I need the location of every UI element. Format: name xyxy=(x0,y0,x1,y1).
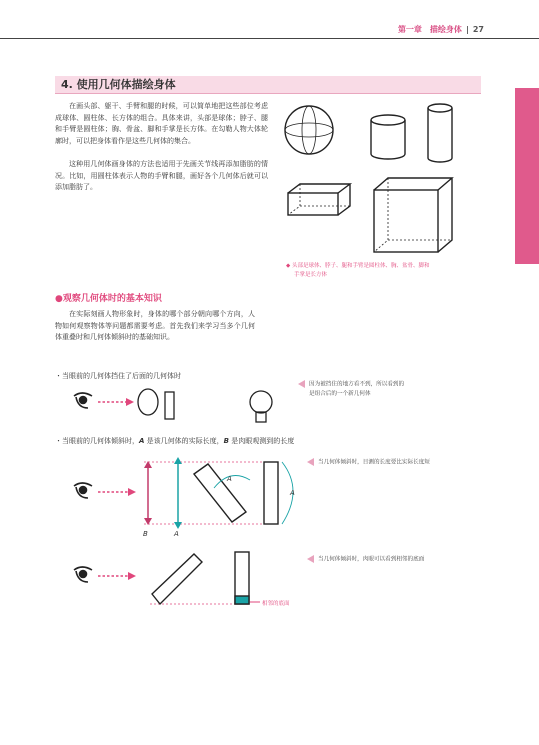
tilted-bar xyxy=(152,554,202,604)
short-cylinder-icon xyxy=(371,115,405,159)
tilt-note-1: 当几何体倾斜时，目测的长度要比实际长度短 xyxy=(307,458,507,468)
tilt-bullet: ・当眼前的几何体倾斜时，A 是该几何体的实际长度，B 是肉眼观测到的长度 xyxy=(55,437,295,445)
bar-side-view xyxy=(165,392,174,419)
geometry-shapes-figure xyxy=(278,96,474,260)
intro-paragraph-2: 这种用几何体画身体的方法也适用于先画关节线再添加脂肪的情况。比如，用圆柱体表示人物的手臂和腿，画好各个几何体后就可以添加脂肪了。 xyxy=(55,160,268,192)
label-b: B xyxy=(143,530,148,538)
triangle-marker-icon xyxy=(307,458,314,466)
eye-icon xyxy=(74,483,92,498)
label-a-axis: A xyxy=(174,530,179,538)
figure-caption: ◆ 头部是球体、脖子、腿和手臂是圆柱体、胸、盆骨、脚和 手掌是长方体 xyxy=(286,263,430,278)
eye-icon xyxy=(74,393,92,408)
tilted-bar xyxy=(194,464,246,522)
flat-box-icon xyxy=(288,184,350,215)
triangle-marker-icon xyxy=(298,380,305,388)
upright-bar xyxy=(264,462,278,524)
running-header: 第一章 描绘身体 | 27 xyxy=(397,25,484,34)
intro-paragraph-1: 在画头部、躯干、手臂和腿的时候，可以简单地把这些部位考虑成球体、圆柱体、长方体的组合。具体来讲，头部是球体；脖子、腿和手臂是圆柱体；胸、骨盆、脚和手掌是长方体。在勾勒人物大体轮廓时，可以把身体看作是这些几何体的集合。 xyxy=(55,102,268,145)
eye-icon xyxy=(74,567,92,582)
subsection-title: ●观察几何体时的基本知识 xyxy=(55,294,162,304)
chapter-label: 第一章 描绘身体 xyxy=(397,25,462,34)
bottom-face-label: 相邻的底面 xyxy=(262,601,290,607)
sphere-side-view xyxy=(138,389,158,415)
overlap-diagram xyxy=(68,382,298,430)
tilt-diagram-1 xyxy=(68,450,308,540)
overlap-note: 因为被挡住的地方看不到，所以看到的 是组合后的一个新几何体 xyxy=(298,380,498,399)
combined-shape xyxy=(250,391,272,422)
label-a-upright: A xyxy=(290,489,295,497)
tall-box-icon xyxy=(374,178,452,252)
tilt-diagram-2 xyxy=(68,548,318,618)
tall-cylinder-icon xyxy=(428,104,452,162)
upright-bar-with-base xyxy=(235,552,249,604)
chapter-side-tab xyxy=(515,88,539,264)
page-number: 27 xyxy=(472,25,484,34)
sphere-icon xyxy=(285,106,333,154)
label-a-tilted: A xyxy=(227,475,232,483)
section-title: 4. 使用几何体描绘身体 xyxy=(55,76,481,94)
header-rule xyxy=(0,38,539,39)
overlap-bullet: ・当眼前的几何体挡住了后面的几何体时 xyxy=(55,372,181,380)
subsection-paragraph: 在实际刻画人物形象时，身体的哪个部分朝向哪个方向，人物如何观察物体等问题都需要考虑。首先我们来学习当多个几何体重叠时和几何体倾斜时的基础知识。 xyxy=(55,310,255,342)
tilt-note-2: 当几何体倾斜时，肉眼可以看到相邻的底面 xyxy=(307,555,507,565)
